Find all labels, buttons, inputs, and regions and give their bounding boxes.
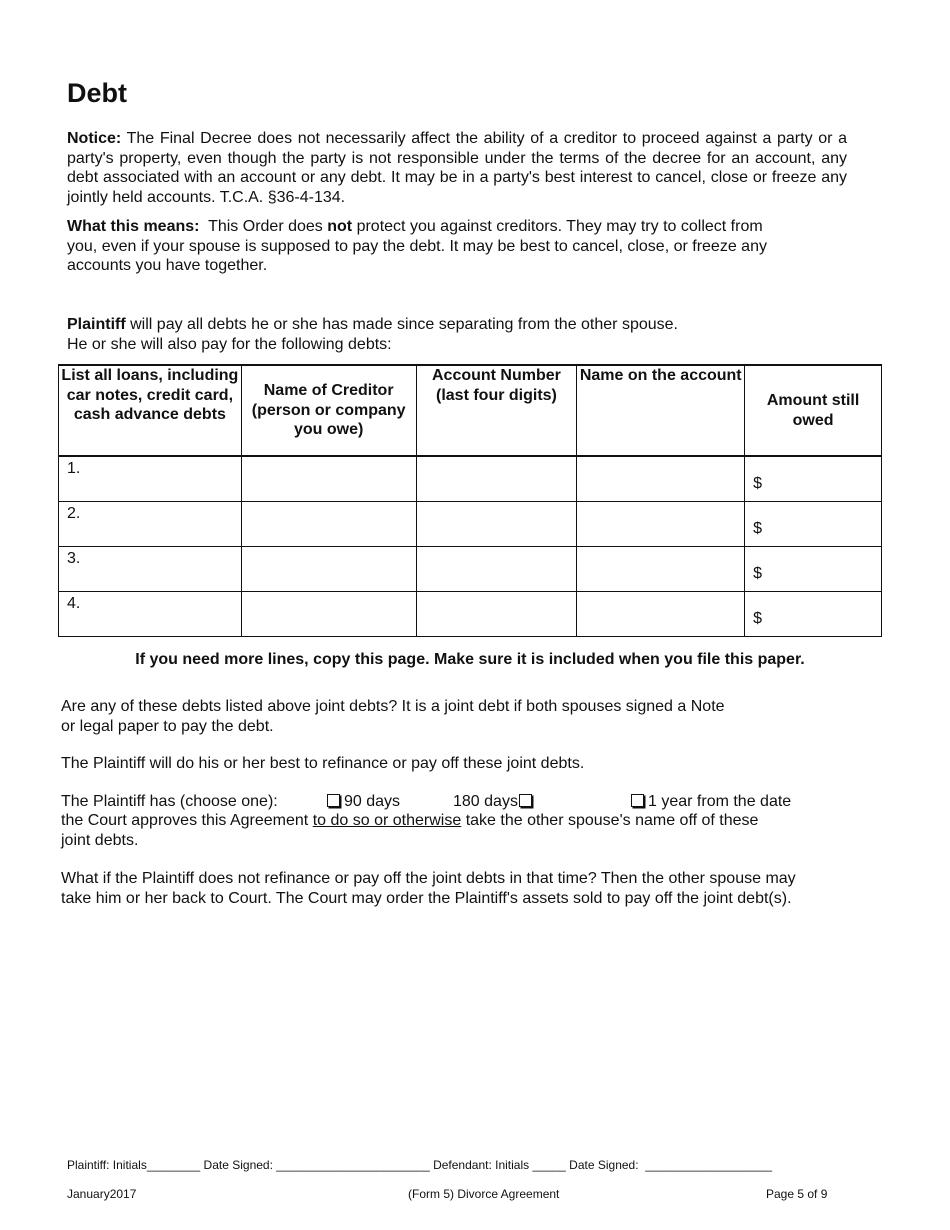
row-number: 1. [67, 460, 81, 477]
option-1-year[interactable] [631, 792, 791, 812]
checkbox-icon[interactable] [631, 794, 644, 807]
joint-question-line-2: or legal paper to pay the debt. [61, 717, 274, 735]
dollar-sign: $ [753, 610, 763, 627]
name-on-account-cell[interactable] [577, 592, 745, 637]
table-row [59, 592, 882, 637]
name-on-account-cell[interactable] [577, 456, 745, 502]
meaning-line-2: you, even if your spouse is supposed to pay the debt. It may be best to cancel, close, or freeze any [67, 237, 767, 255]
header-amount-owed: Amount still owed [745, 365, 882, 456]
joint-debts-question [61, 697, 861, 736]
notice-text: The Final Decree does not necessarily affect the ability of a creditor to proceed against a party or a party's property, even though the party is not responsible under the terms of the decree for an account, any debt associated with an account or any debt. It may be in a party's best interest to cancel, close or freeze any jointly held accounts. T.C.A. §36-4-134. [67, 130, 847, 206]
option-90-days-label: 90 days [344, 793, 401, 810]
name-on-account-cell[interactable] [577, 502, 745, 547]
amount-owed-cell[interactable] [745, 456, 882, 502]
row-number: 3. [67, 550, 81, 567]
footer-date: January2017 [67, 1187, 137, 1201]
more-lines-note: If you need more lines, copy this page. Make sure it is included when you file this paper. [135, 651, 805, 668]
debt-type-cell[interactable] [59, 502, 242, 547]
choose-option-line [61, 792, 861, 812]
option-180-days-label: 180 days [453, 793, 518, 810]
dollar-sign: $ [753, 475, 763, 492]
checkbox-icon[interactable] [327, 794, 340, 807]
debts-table [58, 364, 882, 637]
choose-continuation [61, 811, 861, 850]
account-number-cell[interactable] [416, 592, 577, 637]
table-row [59, 502, 882, 547]
creditor-cell[interactable] [241, 592, 416, 637]
header-debt-type: List all loans, including car notes, credit card, cash advance debts [59, 365, 242, 456]
row-number: 4. [67, 595, 81, 612]
creditor-cell[interactable] [241, 456, 416, 502]
checkbox-icon[interactable] [519, 794, 532, 807]
notice-paragraph [67, 129, 847, 207]
plaintiff-label: Plaintiff [67, 316, 126, 333]
header-creditor: Name of Creditor (person or company you owe) [241, 365, 416, 456]
account-number-cell[interactable] [416, 547, 577, 592]
debt-type-cell[interactable] [59, 592, 242, 637]
amount-owed-cell[interactable] [745, 547, 882, 592]
footer-form-name: (Form 5) Divorce Agreement [408, 1187, 560, 1201]
choose-line2-b: take the other spouse's name off of these [465, 812, 759, 829]
joint-question-line-1: Are any of these debts listed above joint debts? It is a joint debt if both spouses signed a Note [61, 698, 725, 715]
amount-owed-cell[interactable] [745, 502, 882, 547]
what-if-line-1: What if the Plaintiff does not refinance or pay off the joint debts in that time? Then the other spouse may [61, 870, 796, 887]
debt-type-cell[interactable] [59, 456, 242, 502]
signature-line: Plaintiff: Initials________ Date Signed: _______________________ Defendant: Initials _____ Date Signed: ___________________ [67, 1158, 773, 1172]
table-row [59, 456, 882, 502]
plaintiff-intro [67, 315, 857, 354]
debt-type-cell[interactable] [59, 547, 242, 592]
notice-label: Notice: [67, 130, 122, 147]
meaning-text-b: protect you against creditors. They may try to collect from [356, 218, 763, 235]
creditor-cell[interactable] [241, 502, 416, 547]
dollar-sign: $ [753, 565, 763, 582]
account-number-cell[interactable] [416, 456, 577, 502]
amount-owed-cell[interactable] [745, 592, 882, 637]
account-number-cell[interactable] [416, 502, 577, 547]
name-on-account-cell[interactable] [577, 547, 745, 592]
header-name-on-account: Name on the account [577, 365, 745, 456]
creditor-cell[interactable] [241, 547, 416, 592]
header-account-number: Account Number (last four digits) [416, 365, 577, 456]
plaintiff-intro-line-2: He or she will also pay for the following debts: [67, 335, 392, 353]
what-if-paragraph [61, 869, 871, 908]
choose-prefix: The Plaintiff has (choose one): [61, 793, 278, 810]
meaning-paragraph [67, 217, 857, 276]
row-number: 2. [67, 505, 81, 522]
plaintiff-intro-text: will pay all debts he or she has made since separating from the other spouse. [130, 316, 678, 333]
refinance-statement: The Plaintiff will do his or her best to refinance or pay off these joint debts. [61, 755, 585, 772]
option-1-year-label: 1 year from the date [648, 793, 792, 810]
choose-line2-underlined: to do so or otherwise [312, 812, 462, 829]
choose-line2-a: the Court approves this Agreement [61, 812, 309, 829]
meaning-label: What this means: [67, 218, 200, 235]
choose-line-3: joint debts. [61, 831, 139, 849]
table-header-row [59, 365, 882, 456]
option-180-days[interactable] [453, 792, 532, 812]
what-if-line-2: take him or her back to Court. The Court may order the Plaintiff's assets sold to pay off the joint debt(s). [61, 889, 792, 907]
page-title: Debt [67, 78, 127, 108]
meaning-line-3: accounts you have together. [67, 257, 268, 274]
table-row [59, 547, 882, 592]
footer-page-number: Page 5 of 9 [766, 1187, 828, 1201]
meaning-text-a: This Order does [208, 218, 323, 235]
meaning-emphasis: not [327, 218, 353, 235]
option-90-days[interactable] [327, 792, 400, 812]
dollar-sign: $ [753, 520, 763, 537]
